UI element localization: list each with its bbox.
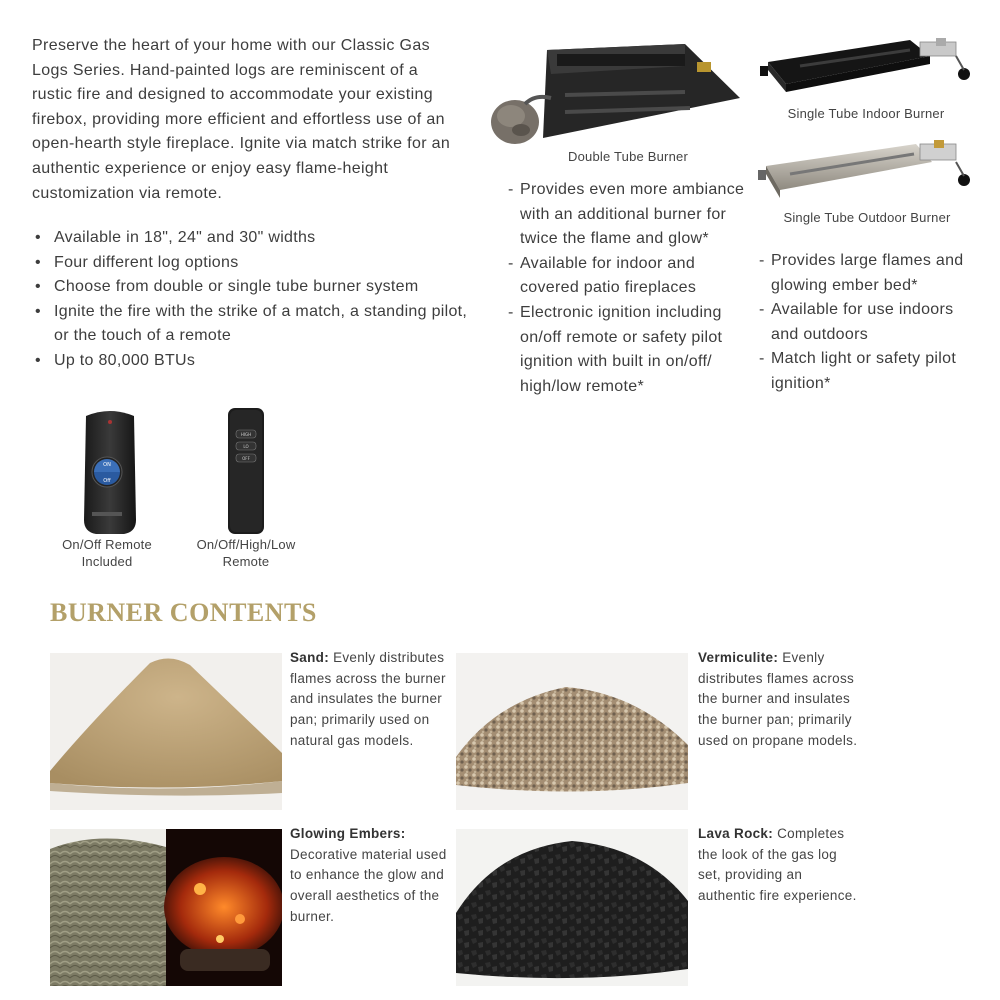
single-outdoor-burner-caption: Single Tube Outdoor Burner <box>783 210 951 225</box>
single-burner-point: - Provides large flames and glowing ember bed* <box>759 249 981 298</box>
vermiculite-description: Vermiculite: Evenly distributes flames across the burner and insulates the burner pan; primarily used on propane models. <box>698 650 858 748</box>
single-burner-points <box>759 249 981 397</box>
single-burner-point: - Available for use indoors and outdoors <box>759 298 981 347</box>
lava-rock-photo <box>456 829 688 986</box>
double-burner-points <box>508 178 752 399</box>
feature-item: • Up to 80,000 BTUs <box>32 349 472 374</box>
remote-off-label: Off <box>103 478 111 484</box>
single-indoor-burner-image <box>760 36 972 98</box>
feature-list <box>32 226 472 374</box>
remote-on-label: ON <box>103 462 111 468</box>
burner-contents-heading: BURNER CONTENTS <box>50 598 317 627</box>
sand-photo <box>50 653 282 810</box>
feature-item: • Ignite the fire with the strike of a match, a standing pilot, or the touch of a remote <box>32 300 472 349</box>
single-outdoor-burner-image <box>756 140 972 202</box>
double-burner-point: - Electronic ignition including on/off remote or safety pilot ignition with built in on/off/ high/low remote* <box>508 301 752 399</box>
intro-paragraph: Preserve the heart of your home with our Classic Gas Logs Series. Hand-painted logs are reminiscent of a rustic fire and designed to accommodate your existing firebox, providing more efficient and effortless use of an open-hearth style fireplace. Ignite via match strike for an authentic experience or enjoy easy flame-height customization via remote. <box>32 37 451 202</box>
highlow-remote-image <box>224 406 268 536</box>
vermiculite-photo <box>456 653 688 810</box>
remote-off-label: OFF <box>242 456 250 461</box>
feature-item: • Choose from double or single tube burner system <box>32 275 472 300</box>
double-burner-point: - Provides even more ambiance with an additional burner for twice the flame and glow* <box>508 178 752 252</box>
lava-rock-description: Lava Rock: Completes the look of the gas log set, providing an authentic fire experience. <box>698 826 857 904</box>
double-tube-burner-image <box>485 40 745 148</box>
single-indoor-burner-caption: Single Tube Indoor Burner <box>787 106 945 121</box>
sand-label: Sand: <box>290 650 330 665</box>
remote-lo-label: LO <box>243 444 249 449</box>
double-burner-point: - Available for indoor and covered patio fireplaces <box>508 252 752 301</box>
onoff-remote-caption: On/Off Remote Included <box>62 537 152 569</box>
lava-rock-label: Lava Rock: <box>698 826 774 841</box>
highlow-remote-caption: On/Off/High/Low Remote <box>196 537 296 569</box>
glowing-embers-photo <box>50 829 282 986</box>
glowing-embers-description: Glowing Embers: Decorative material used to enhance the glow and overall aesthetics of the burner. <box>290 826 447 924</box>
feature-item: • Available in 18", 24" and 30" widths <box>32 226 472 251</box>
sand-description: Sand: Evenly distributes flames across the burner and insulates the burner pan; primarily used on natural gas models. <box>290 650 446 748</box>
onoff-remote-image <box>80 408 140 536</box>
remote-high-label: HIGH <box>240 432 252 437</box>
double-tube-burner-caption: Double Tube Burner <box>568 149 688 164</box>
single-burner-point: - Match light or safety pilot ignition* <box>759 347 981 396</box>
glowing-embers-label: Glowing Embers: <box>290 826 406 841</box>
vermiculite-label: Vermiculite: <box>698 650 779 665</box>
feature-item: • Four different log options <box>32 251 472 276</box>
